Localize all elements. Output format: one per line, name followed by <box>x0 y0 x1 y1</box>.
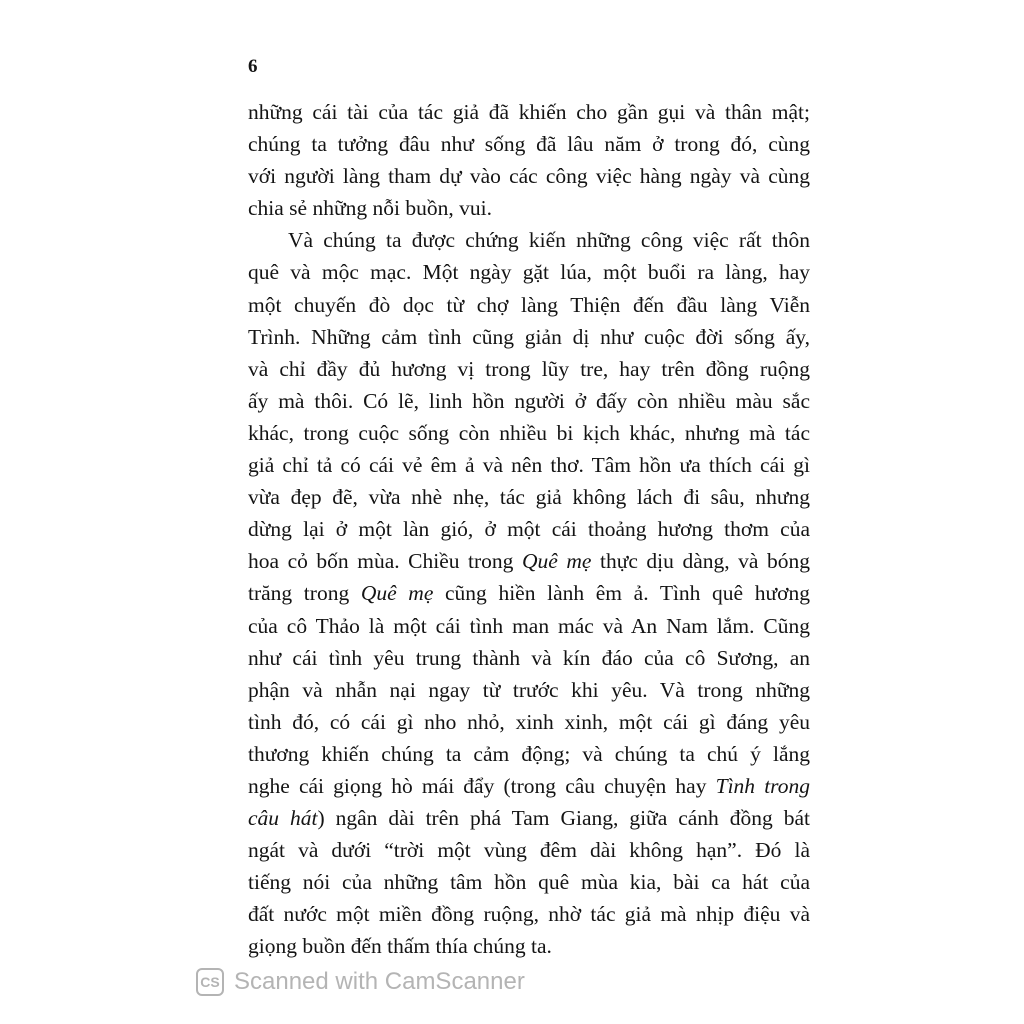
text-line: Và chúng ta được chứng kiến những công việc rất thôn <box>288 228 810 253</box>
body-text <box>248 96 810 963</box>
watermark-text: Scanned with CamScanner <box>234 968 525 995</box>
text-line: chúng ta tưởng đâu như sống đã lâu năm ở trong đó, cùng <box>248 132 810 157</box>
text-line: một chuyến đò dọc từ chợ làng Thiện đến đầu làng Viễn <box>248 292 810 317</box>
text-line: tiếng nói của những tâm hồn quê mùa kia, bài ca hát của <box>248 870 810 895</box>
text-line: như cái tình yêu trung thành và kín đáo của cô Sương, an <box>248 645 810 670</box>
text-run: hoa cỏ bốn mùa. Chiều trong <box>248 549 522 574</box>
text-line: đất nước một miền đồng ruộng, nhờ tác giả mà nhịp điệu và <box>248 902 810 927</box>
watermark <box>196 968 525 996</box>
text-line: ngát và dưới “trời một vùng đêm dài không hạn”. Đó là <box>248 838 810 863</box>
text-run: cũng hiền lành êm ả. Tình quê hương <box>433 581 811 606</box>
text-line: giả chỉ tả có cái vẻ êm ả và nên thơ. Tâm hồn ưa thích cái gì <box>248 453 810 478</box>
text-line: thương khiến chúng ta cảm động; và chúng ta chú ý lắng <box>248 741 810 766</box>
text-line: và chỉ đầy đủ hương vị trong lũy tre, hay trên đồng ruộng <box>248 356 810 381</box>
italic-title: Quê mẹ <box>360 581 434 606</box>
italic-title: Quê mẹ <box>521 549 592 574</box>
text-line: vừa đẹp đẽ, vừa nhè nhẹ, tác giả không lách đi sâu, nhưng <box>248 485 810 510</box>
text-run: thực dịu dàng, và bóng <box>591 549 810 574</box>
text-line <box>248 802 810 834</box>
text-line <box>248 545 810 577</box>
italic-title: câu hát <box>248 806 318 831</box>
text-line <box>248 577 810 609</box>
text-run: ) ngân dài trên phá Tam Giang, giữa cánh đồng bát <box>317 806 810 831</box>
text-line <box>248 770 810 802</box>
camscanner-logo-icon: CS <box>196 968 224 996</box>
italic-title: Tình trong <box>715 773 810 798</box>
text-line: Trình. Những cảm tình cũng giản dị như cuộc đời sống ấy, <box>248 324 810 349</box>
text-line: phận và nhẫn nại ngay từ trước khi yêu. Và trong những <box>248 677 810 702</box>
text-line: ấy mà thôi. Có lẽ, linh hồn người ở đấy còn nhiều màu sắc <box>248 388 810 413</box>
text-line: giọng buồn đến thấm thía chúng ta. <box>248 934 552 959</box>
text-line: những cái tài của tác giả đã khiến cho gần gụi và thân mật; <box>248 100 810 124</box>
text-run: trăng trong <box>248 581 361 606</box>
text-line: với người làng tham dự vào các công việc hàng ngày và cùng <box>248 164 810 189</box>
text-line: quê và mộc mạc. Một ngày gặt lúa, một buổi ra làng, hay <box>248 260 810 285</box>
text-line: của cô Thảo là một cái tình man mác và An Nam lắm. Cũng <box>248 613 810 638</box>
text-line: dừng lại ở một làn gió, ở một cái thoảng hương thơm của <box>248 517 810 542</box>
text-line: tình đó, có cái gì nho nhỏ, xinh xinh, một cái gì đáng yêu <box>248 709 810 734</box>
text-run: nghe cái giọng hò mái đẩy (trong câu chuyện hay <box>248 773 716 798</box>
text-line: khác, trong cuộc sống còn nhiều bi kịch khác, nhưng mà tác <box>248 420 810 445</box>
text-line: chia sẻ những nỗi buồn, vui. <box>248 196 492 221</box>
page-number: 6 <box>248 56 258 77</box>
